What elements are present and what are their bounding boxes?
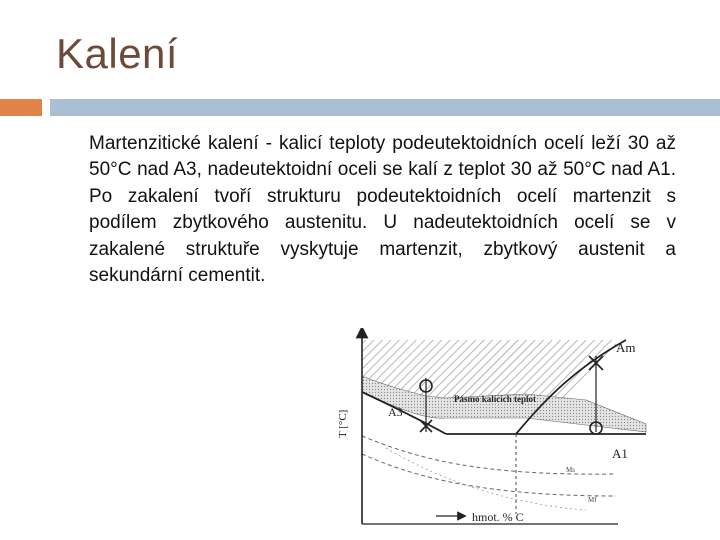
label-ms: Ms [566, 466, 575, 474]
mf2-curve [386, 448, 586, 510]
label-am: Am [616, 340, 636, 355]
label-a1: A1 [612, 446, 628, 461]
label-a3: A3 [388, 405, 403, 419]
ms-curve [362, 436, 616, 474]
quenching-temperature-diagram [326, 328, 686, 528]
label-quenching-band: Pásmo kalících teplot [454, 394, 536, 404]
accent-bar-orange [0, 99, 42, 116]
accent-bar-blue [50, 99, 720, 116]
label-y-axis: T [°C] [337, 409, 349, 438]
mf-curve [362, 454, 616, 496]
slide-title: Kalení [56, 30, 179, 77]
body-paragraph: Martenzitické kalení - kalicí teploty podeutektoidních ocelí leží 30 až 50°C nad A3, nadeutektoidní oceli se kalí z teplot 30 až 50°C nad A1. Po zakalení tvoří strukturu podeutektoidních ocelí martenzit s podílem zbytkového austenitu. U nadeutektoidních ocelí se v zakalené struktuře vyskytuje martenzit, zbytkový austenit a sekundární cementit. [89, 133, 676, 287]
label-mf: Mf [588, 496, 597, 504]
label-x-axis: hmot. % C [472, 510, 524, 524]
